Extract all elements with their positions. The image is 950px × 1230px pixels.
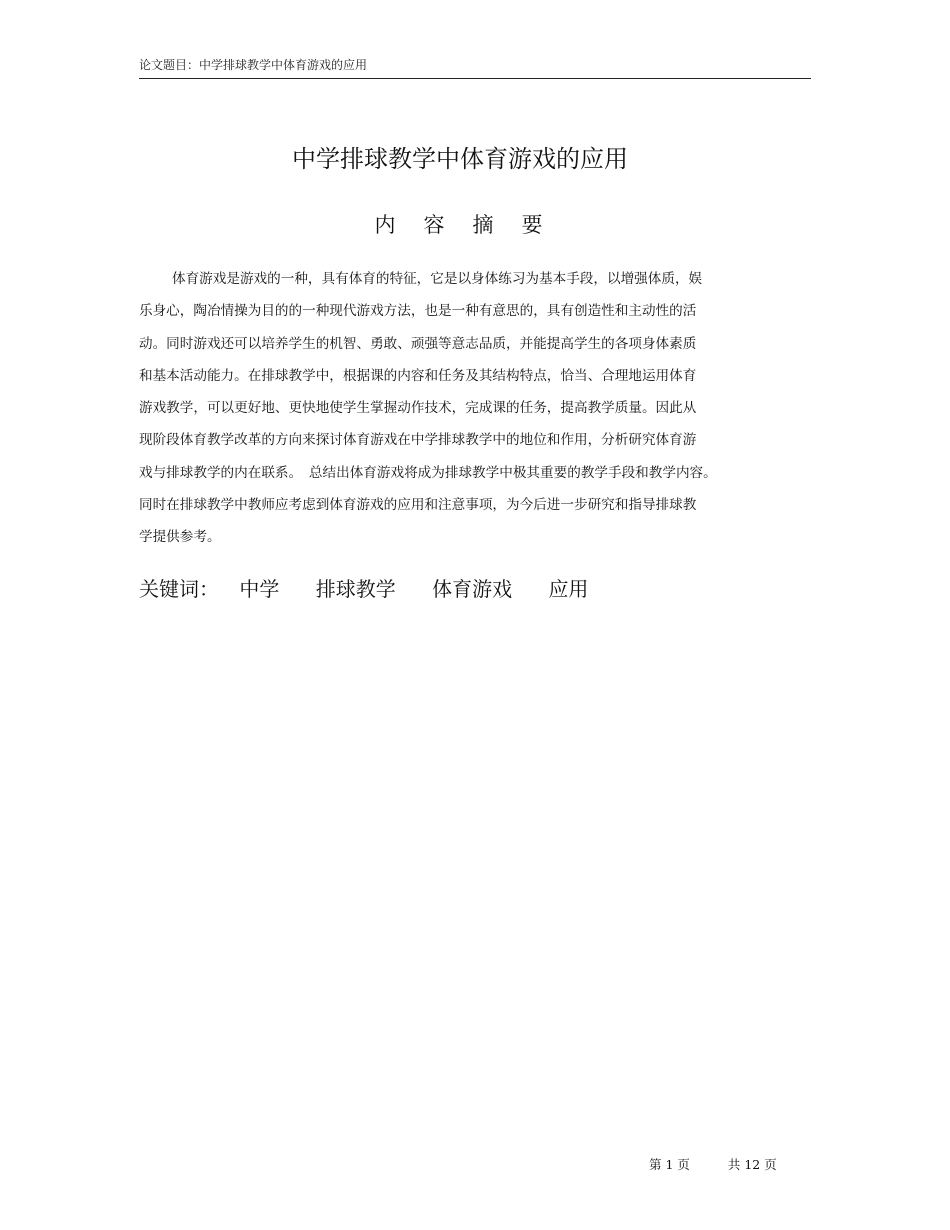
page-total: 共 12 页: [727, 1157, 777, 1172]
abstract-heading: 内容摘要: [374, 213, 571, 237]
running-header: [139, 56, 811, 79]
page-footer: [649, 1155, 777, 1175]
header-text: 论文题目：中学排球教学中体育游戏的应用: [139, 58, 368, 72]
document-title: 中学排球教学中体育游戏的应用: [292, 145, 628, 173]
abstract-line: 游戏教学，可以更好地、更快地使学生掌握动作技术，完成课的任务，提高教学质量。因此从: [139, 400, 697, 417]
keyword-item: 中学: [239, 577, 280, 601]
keywords-label: 关键词：: [139, 577, 219, 601]
abstract-line: 动。同时游戏还可以培养学生的机智、勇敢、顽强等意志品质，并能提高学生的各项身体素质: [139, 335, 697, 352]
keyword-item: 排球教学: [315, 577, 396, 601]
page-number: 第 1 页: [649, 1157, 690, 1172]
abstract-line: 体育游戏是游戏的一种，具有体育的特征，它是以身体练习为基本手段，以增强体质，娱: [172, 271, 703, 287]
abstract-line: 戏与排球教学的内在联系。 总结出体育游戏将成为排球教学中极其重要的教学手段和教学内容。: [139, 464, 717, 481]
keyword-item: 体育游戏: [432, 577, 513, 601]
keyword-item: 应用: [548, 577, 589, 601]
abstract-line: 现阶段体育教学改革的方向来探讨体育游戏在中学排球教学中的地位和作用，分析研究体育游: [139, 432, 697, 449]
abstract-body: [139, 263, 779, 554]
abstract-line: 和基本活动能力。在排球教学中，根据课的内容和任务及其结构特点，恰当、合理地运用体育: [139, 367, 697, 384]
abstract-line: 乐身心，陶冶情操为目的的一种现代游戏方法，也是一种有意思的，具有创造性和主动性的活: [139, 303, 697, 320]
abstract-line: 学提供参考。: [139, 529, 221, 546]
keywords-row: [139, 574, 618, 604]
abstract-line: 同时在排球教学中教师应考虑到体育游戏的应用和注意事项，为今后进一步研究和指导排球教: [139, 497, 697, 514]
